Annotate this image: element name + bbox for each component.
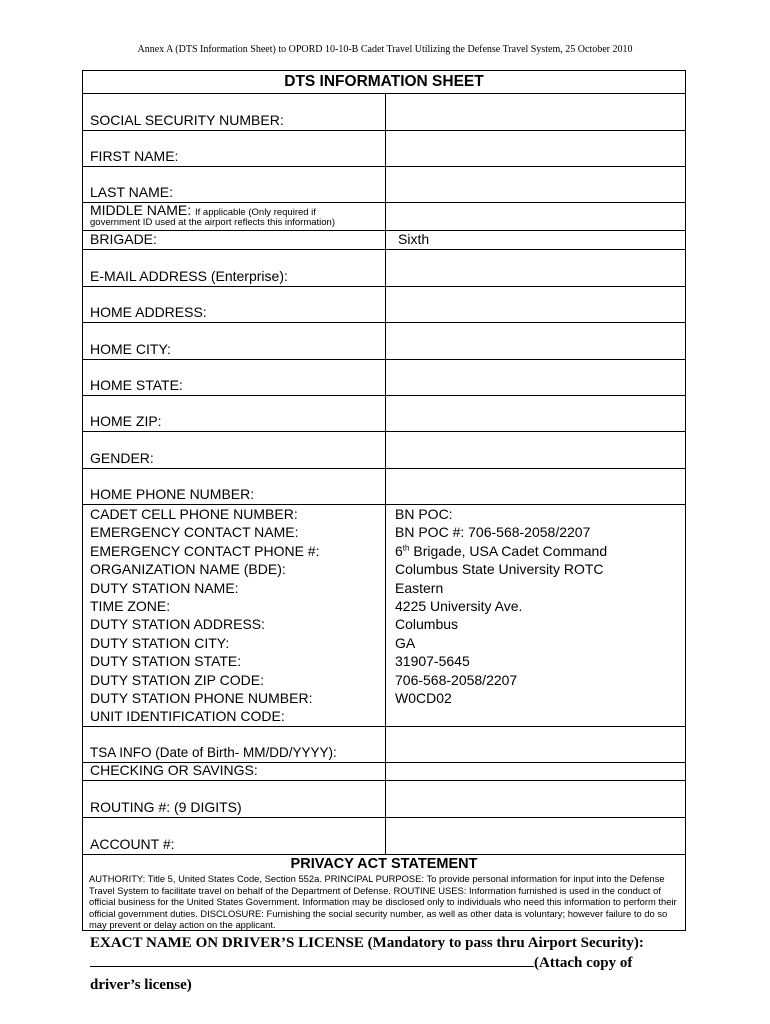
drivers-license-section	[90, 933, 690, 995]
gender-label: GENDER:	[90, 450, 154, 466]
unit-identification-label: UNIT IDENTIFICATION CODE:	[90, 708, 285, 725]
ssn-field[interactable]	[386, 94, 685, 130]
drivers-license-name-line[interactable]	[90, 953, 534, 967]
home-state-row	[83, 360, 685, 396]
home-zip-label: HOME ZIP:	[90, 413, 162, 429]
home-city-label: HOME CITY:	[90, 341, 171, 357]
middle-name-field[interactable]	[386, 203, 685, 230]
email-field[interactable]	[386, 250, 685, 286]
home-zip-row	[83, 396, 685, 432]
home-phone-row	[83, 469, 685, 505]
organization-name-value: 6th Brigade, USA Cadet Command	[395, 542, 608, 559]
home-address-label: HOME ADDRESS:	[90, 304, 207, 320]
emergency-contact-name-label: EMERGENCY CONTACT NAME:	[90, 524, 299, 541]
home-address-field[interactable]	[386, 287, 685, 322]
home-state-label: HOME STATE:	[90, 377, 183, 393]
middle-name-note-2: government ID used at the airport reflects this information)	[90, 217, 336, 228]
duty-station-name-value: Columbus State University ROTC	[395, 561, 604, 578]
drivers-license-line-row	[90, 953, 690, 973]
privacy-act-section	[83, 856, 685, 931]
duty-station-block	[83, 505, 685, 727]
duty-station-address-label: DUTY STATION ADDRESS:	[90, 616, 266, 633]
time-zone-label: TIME ZONE:	[90, 598, 171, 615]
last-name-field[interactable]	[386, 167, 685, 202]
middle-name-row	[83, 203, 685, 231]
brigade-row	[83, 231, 685, 250]
ssn-label: SOCIAL SECURITY NUMBER:	[90, 112, 284, 128]
drivers-license-instruction: EXACT NAME ON DRIVER’S LICENSE (Mandatory to pass thru Airport Security):	[90, 935, 644, 951]
routing-label: ROUTING #: (9 DIGITS)	[90, 799, 242, 815]
duty-station-phone-label: DUTY STATION PHONE NUMBER:	[90, 690, 313, 707]
duty-station-state-value: GA	[395, 634, 416, 651]
home-phone-field[interactable]	[386, 469, 685, 504]
home-city-field[interactable]	[386, 323, 685, 359]
attach-copy-text: (Attach copy of	[534, 955, 633, 971]
account-field[interactable]	[386, 818, 685, 854]
routing-field[interactable]	[386, 781, 685, 817]
emergency-contact-name-value: BN POC:	[395, 506, 453, 522]
duty-values	[395, 505, 607, 707]
first-name-label: FIRST NAME:	[90, 148, 179, 164]
email-label: E-MAIL ADDRESS (Enterprise):	[90, 268, 288, 284]
dts-information-sheet	[82, 70, 686, 931]
duty-station-city-label: DUTY STATION CITY:	[90, 634, 230, 651]
account-row	[83, 818, 685, 855]
time-zone-value: Eastern	[395, 579, 444, 596]
routing-row	[83, 781, 685, 818]
middle-name-note: If applicable (Only required if	[195, 207, 316, 218]
middle-name-label: MIDDLE NAME: If applicable (Only required if	[90, 202, 316, 218]
unit-identification-value: W0CD02	[395, 690, 452, 707]
home-city-row	[83, 323, 685, 360]
emergency-contact-phone-label: EMERGENCY CONTACT PHONE #:	[90, 542, 320, 559]
gender-field[interactable]	[386, 432, 685, 468]
brigade-label: BRIGADE:	[90, 231, 157, 247]
checking-label: CHECKING OR SAVINGS:	[90, 762, 258, 778]
duty-station-name-label: DUTY STATION NAME:	[90, 579, 239, 596]
tsa-row	[83, 727, 685, 763]
email-row	[83, 250, 685, 287]
brigade-value: Sixth	[398, 231, 430, 247]
brigade-field[interactable]	[386, 231, 685, 249]
duty-station-zip-value: 31907-5645	[395, 653, 470, 670]
privacy-act-title: PRIVACY ACT STATEMENT	[290, 856, 478, 872]
sheet-title: DTS INFORMATION SHEET	[83, 71, 685, 94]
home-state-field[interactable]	[386, 360, 685, 395]
account-label: ACCOUNT #:	[90, 836, 175, 852]
first-name-row	[83, 131, 685, 167]
last-name-label: LAST NAME:	[90, 184, 173, 200]
duty-values-field[interactable]	[386, 505, 685, 726]
tsa-field[interactable]	[386, 727, 685, 762]
checking-row	[83, 763, 685, 781]
first-name-field[interactable]	[386, 131, 685, 166]
privacy-act-text: AUTHORITY: Title 5, United States Code, Section 552a. PRINCIPAL PURPOSE: To provide personal information for input into the Defense Travel System to facilitate travel on behalf of the Department of Defense. ROUTINE USES: Information furnished is used in the conduct of official business for the United States Government. Information may be disclosed only to individuals who need this information to perform their official government duties. DISCLOSURE: Furnishing the social security number, as well as other data is voluntary; however failure to do so may prevent or delay action on the applicant.	[89, 873, 677, 931]
cadet-cell-label: CADET CELL PHONE NUMBER:	[90, 506, 298, 522]
duty-station-state-label: DUTY STATION STATE:	[90, 653, 242, 670]
last-name-row	[83, 167, 685, 203]
ssn-row	[83, 94, 685, 131]
drivers-license-end: driver’s license)	[90, 977, 192, 993]
duty-station-zip-label: DUTY STATION ZIP CODE:	[90, 671, 264, 688]
tsa-label: TSA INFO (Date of Birth- MM/DD/YYYY):	[90, 745, 337, 760]
organization-name-label: ORGANIZATION NAME (BDE):	[90, 561, 286, 578]
home-zip-field[interactable]	[386, 396, 685, 431]
emergency-contact-phone-value: BN POC #: 706-568-2058/2207	[395, 524, 591, 541]
checking-field[interactable]	[386, 763, 685, 780]
document-header: Annex A (DTS Information Sheet) to OPORD 10-10-B Cadet Travel Utilizing the Defense Travel System, 25 October 2010	[137, 44, 633, 55]
duty-station-address-value: 4225 University Ave.	[395, 598, 523, 615]
duty-labels	[90, 505, 319, 726]
home-address-row	[83, 287, 685, 323]
home-phone-label: HOME PHONE NUMBER:	[90, 486, 255, 502]
gender-row	[83, 432, 685, 469]
duty-station-city-value: Columbus	[395, 616, 459, 633]
duty-station-phone-value: 706-568-2058/2207	[395, 671, 518, 688]
